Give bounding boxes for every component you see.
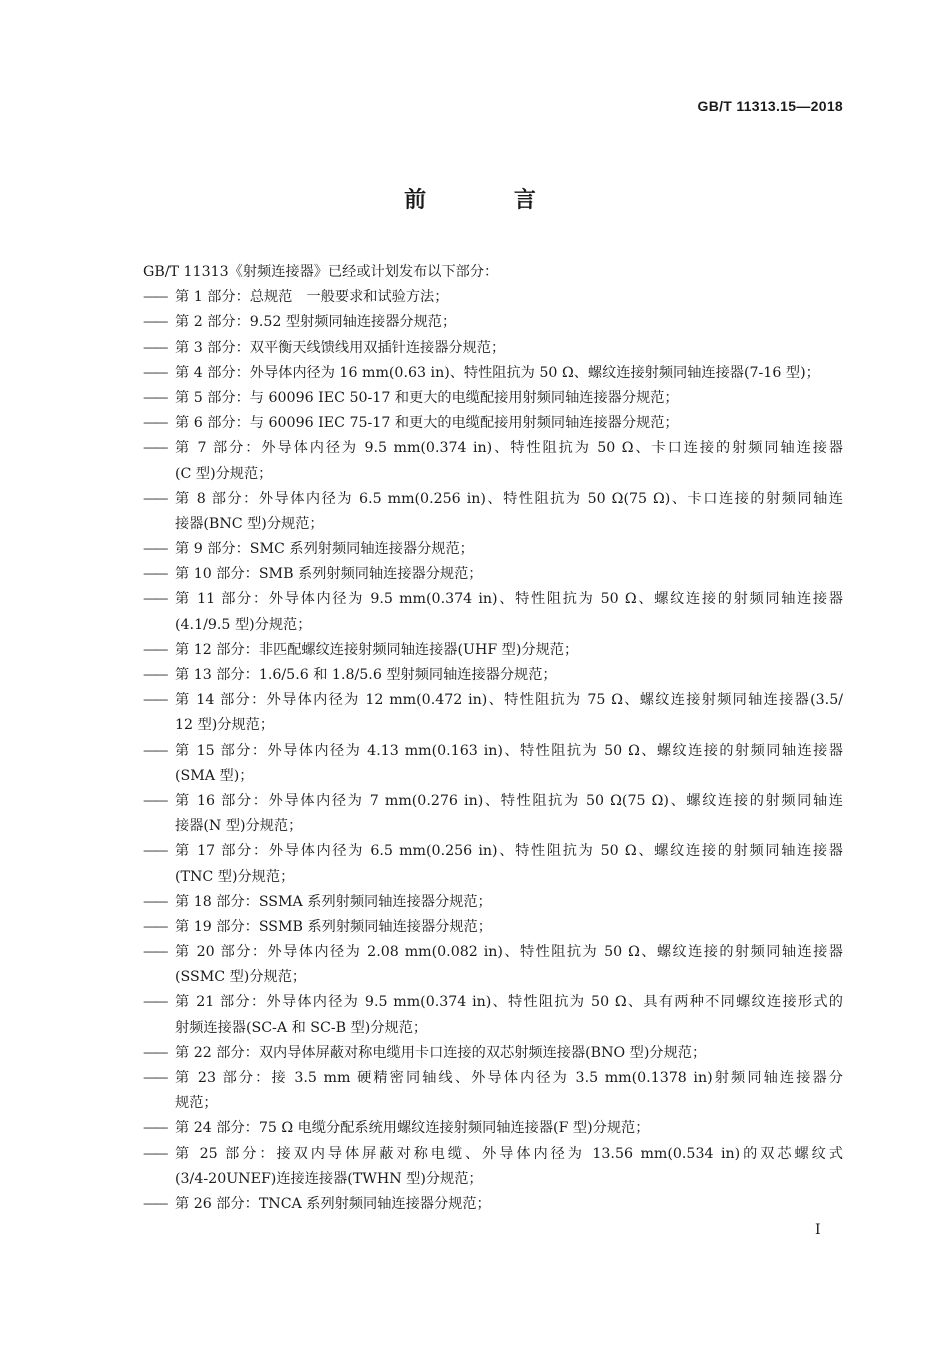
em-dash-marker: —— (143, 792, 166, 809)
list-item (143, 1041, 843, 1066)
em-dash-marker: —— (143, 893, 166, 910)
em-dash-marker: —— (143, 364, 166, 381)
page-title: 前 言 (404, 187, 576, 213)
em-dash-marker: —— (143, 944, 166, 961)
em-dash-marker: —— (143, 415, 166, 432)
list-item-text: 第 15 部分：外导体内径为 4.13 mm(0.163 in)、特性阻抗为 50 Ω、螺纹连接的射频同轴连接器 (175, 742, 843, 759)
list-item (143, 915, 843, 940)
list-item (143, 411, 843, 436)
list-item (143, 386, 843, 411)
list-item (143, 487, 843, 537)
list-item-text: 第 24 部分：75 Ω 电缆分配系统用螺纹连接射频同轴连接器(F 型)分规范； (175, 1120, 650, 1137)
list-item-text: 第 25 部分：接双内导体屏蔽对称电缆、外导体内径为 13.56 mm(0.534 in)的双芯螺纹式 (175, 1145, 843, 1162)
em-dash-marker: —— (143, 566, 166, 583)
list-item-text: 第 6 部分：与 60096 IEC 75-17 和更大的电缆配接用射频同轴连接器分规范； (175, 415, 679, 432)
list-item (143, 361, 843, 386)
list-item-text: 第 12 部分：非匹配螺纹连接射频同轴连接器(UHF 型)分规范； (175, 641, 579, 658)
list-item-text: 第 9 部分：SMC 系列射频同轴连接器分规范； (175, 541, 474, 558)
em-dash-marker: —— (143, 843, 166, 860)
list-item-continuation: 射频连接器(SC-A 和 SC-B 型)分规范； (175, 1019, 428, 1036)
em-dash-marker: —— (143, 641, 166, 658)
list-item-text: 第 11 部分：外导体内径为 9.5 mm(0.374 in)、特性阻抗为 50 Ω、螺纹连接的射频同轴连接器 (175, 591, 843, 608)
list-item (143, 1116, 843, 1141)
list-item (143, 562, 843, 587)
list-item-text: 第 10 部分：SMB 系列射频同轴连接器分规范； (175, 566, 483, 583)
list-item-text: 第 16 部分：外导体内径为 7 mm(0.276 in)、特性阻抗为 50 Ω(75 Ω)、螺纹连接的射频同轴连 (175, 792, 843, 809)
list-item-text: 第 26 部分：TNCA 系列射频同轴连接器分规范； (175, 1195, 491, 1212)
list-item (143, 990, 843, 1040)
list-item-text: 第 23 部分：接 3.5 mm 硬精密同轴线、外导体内径为 3.5 mm(0.1378 in)射频同轴连接器分 (175, 1070, 843, 1086)
list-item (143, 1066, 843, 1116)
list-item-text: 第 2 部分：9.52 型射频同轴连接器分规范； (175, 314, 457, 331)
list-item (143, 638, 843, 663)
list-item (143, 940, 843, 990)
em-dash-marker: —— (143, 1120, 166, 1137)
list-item (143, 587, 843, 637)
list-item-continuation: 12 型)分规范； (175, 717, 275, 734)
em-dash-marker: —— (143, 918, 166, 935)
standard-number: GB/T 11313.15—2018 (697, 98, 843, 114)
list-item-text: 第 20 部分：外导体内径为 2.08 mm(0.082 in)、特性阻抗为 50 Ω、螺纹连接的射频同轴连接器 (175, 944, 843, 961)
list-item-continuation: (4.1/9.5 型)分规范； (175, 616, 312, 633)
list-item-text: 第 4 部分：外导体内径为 16 mm(0.63 in)、特性阻抗为 50 Ω、螺纹连接射频同轴连接器(7-16 型)； (175, 364, 820, 381)
list-item-text: 第 13 部分：1.6/5.6 和 1.8/5.6 型射频同轴连接器分规范； (175, 667, 557, 683)
list-item-continuation: (SSMC 型)分规范； (175, 969, 307, 986)
list-item-text: 第 18 部分：SSMA 系列射频同轴连接器分规范； (175, 893, 492, 910)
list-item-text: 第 21 部分：外导体内径为 9.5 mm(0.374 in)、特性阻抗为 50 Ω、具有两种不同螺纹连接形式的 (175, 994, 843, 1011)
list-item-continuation: (C 型)分规范； (175, 465, 273, 482)
em-dash-marker: —— (143, 994, 166, 1011)
em-dash-marker: —— (143, 1070, 166, 1086)
list-item (143, 310, 843, 335)
em-dash-marker: —— (143, 389, 166, 406)
em-dash-marker: —— (143, 490, 166, 507)
list-item-text: 第 17 部分：外导体内径为 6.5 mm(0.256 in)、特性阻抗为 50 Ω、螺纹连接的射频同轴连接器 (175, 843, 843, 860)
list-item-continuation: (TNC 型)分规范； (175, 868, 295, 885)
list-item-text: 第 8 部分：外导体内径为 6.5 mm(0.256 in)、特性阻抗为 50 Ω(75 Ω)、卡口连接的射频同轴连 (175, 490, 843, 507)
list-item-continuation: 接器(N 型)分规范； (175, 818, 303, 835)
list-item (143, 1142, 843, 1192)
em-dash-marker: —— (143, 541, 166, 558)
list-item-text: 第 3 部分：双平衡天线馈线用双插针连接器分规范； (175, 339, 506, 356)
em-dash-marker: —— (143, 667, 166, 683)
list-item (143, 336, 843, 361)
em-dash-marker: —— (143, 591, 166, 608)
em-dash-marker: —— (143, 339, 166, 356)
list-item-continuation: (3/4-20UNEF)连接连接器(TWHN 型)分规范； (175, 1170, 483, 1187)
em-dash-marker: —— (143, 692, 166, 709)
list-item (143, 285, 843, 310)
list-item (143, 839, 843, 889)
intro-paragraph: GB/T 11313《射频连接器》已经或计划发布以下部分： (143, 264, 499, 280)
em-dash-marker: —— (143, 1044, 166, 1061)
foreword-body (143, 260, 843, 1217)
list-item-text: 第 7 部分：外导体内径为 9.5 mm(0.374 in)、特性阻抗为 50 Ω、卡口连接的射频同轴连接器 (175, 440, 843, 457)
list-item (143, 436, 843, 486)
em-dash-marker: —— (143, 1195, 166, 1212)
list-item-continuation: 规范； (175, 1095, 218, 1112)
em-dash-marker: —— (143, 314, 166, 331)
em-dash-marker: —— (143, 289, 166, 306)
list-item-text: 第 14 部分：外导体内径为 12 mm(0.472 in)、特性阻抗为 75 Ω、螺纹连接射频同轴连接器(3.5/ (175, 692, 843, 709)
list-item-continuation: 接器(BNC 型)分规范； (175, 515, 324, 532)
list-item (143, 890, 843, 915)
list-item-continuation: (SMA 型)； (175, 767, 254, 784)
list-item-text: 第 1 部分：总规范 一般要求和试验方法； (175, 289, 449, 306)
list-item-text: 第 5 部分：与 60096 IEC 50-17 和更大的电缆配接用射频同轴连接器分规范； (175, 389, 679, 406)
em-dash-marker: —— (143, 1145, 166, 1162)
list-item (143, 688, 843, 738)
parts-list (143, 285, 843, 1217)
list-item (143, 739, 843, 789)
list-item (143, 663, 843, 688)
em-dash-marker: —— (143, 440, 166, 457)
list-item (143, 1192, 843, 1217)
list-item-text: 第 22 部分：双内导体屏蔽对称电缆用卡口连接的双芯射频连接器(BNO 型)分规范； (175, 1044, 707, 1061)
list-item (143, 537, 843, 562)
list-item (143, 789, 843, 839)
page-number: I (815, 1222, 821, 1238)
list-item-text: 第 19 部分：SSMB 系列射频同轴连接器分规范； (175, 918, 492, 935)
em-dash-marker: —— (143, 742, 166, 759)
